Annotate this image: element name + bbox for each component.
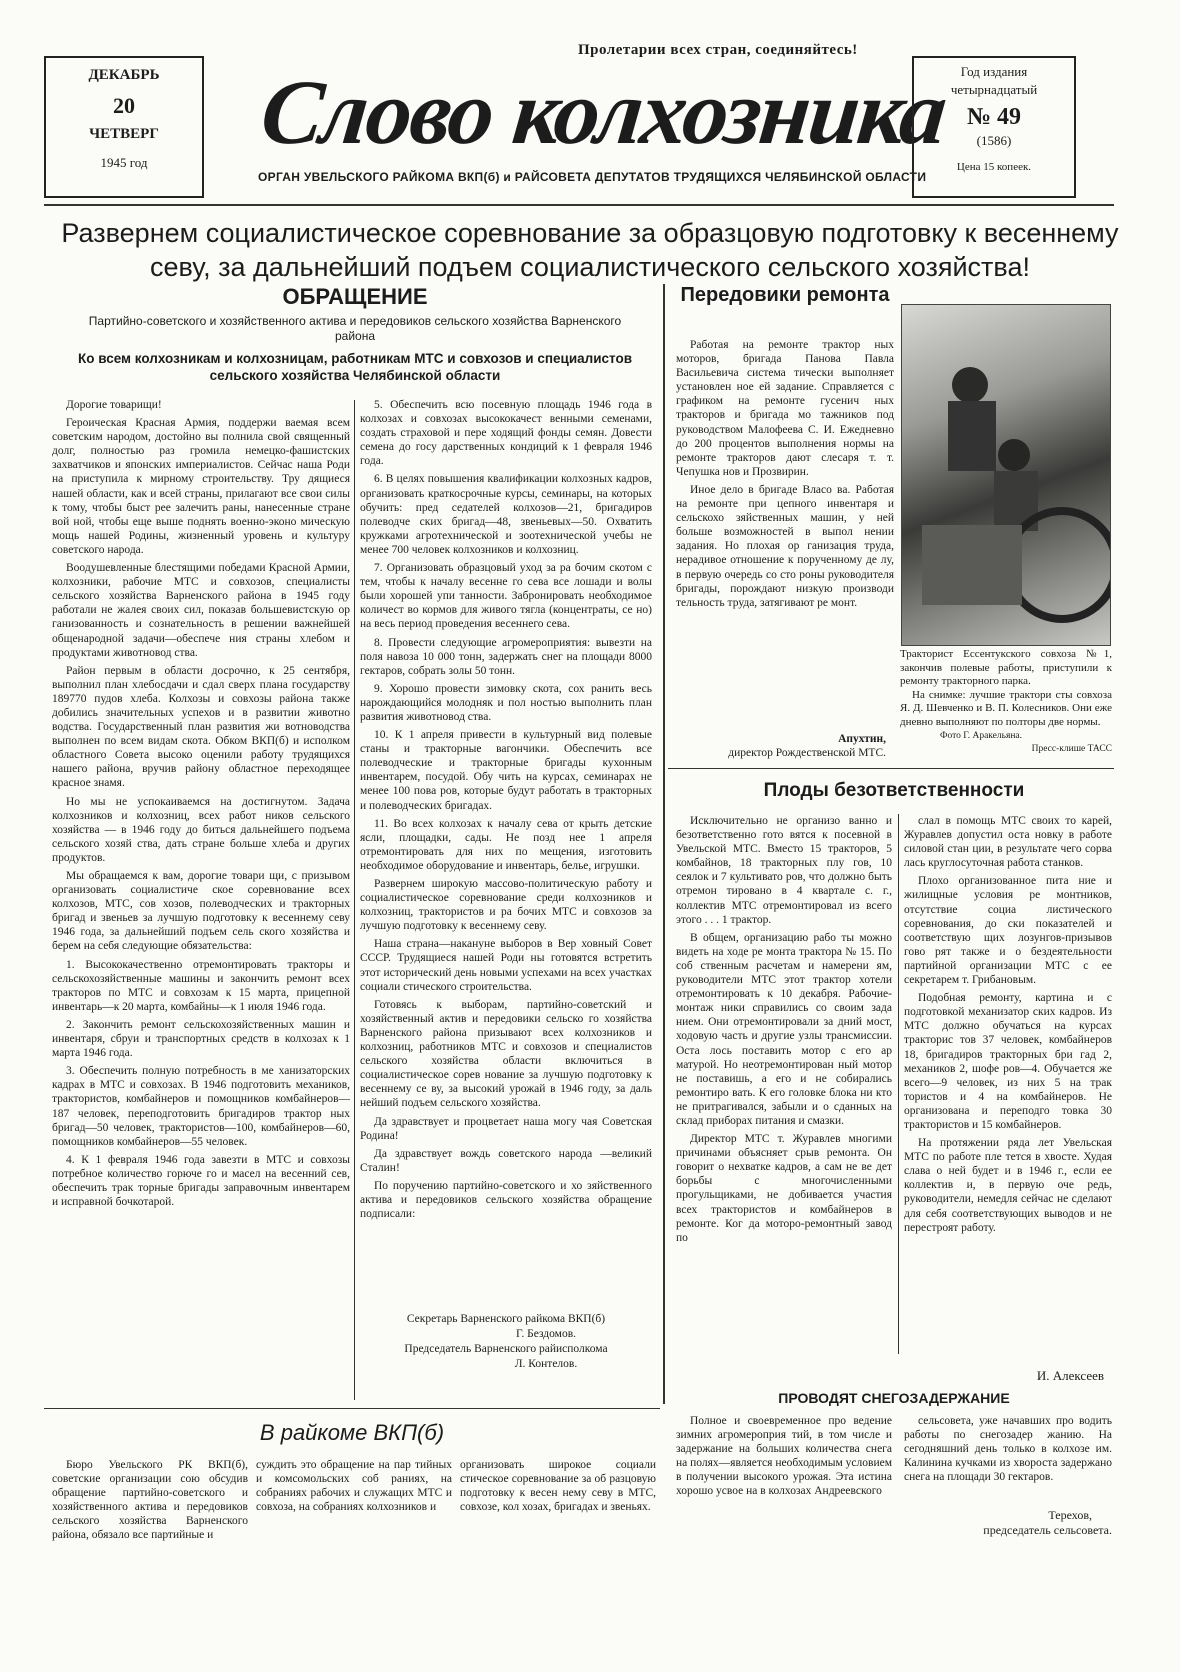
- date-year: 1945 год: [100, 155, 148, 170]
- paragraph: 8. Провести следующие агромероприятия: вывезти на поля навоза 10 000 тонн, задержать снег на площади 8000 гектаров, собрать золы 50 тонн.: [360, 636, 652, 677]
- date-weekday: ЧЕТВЕРГ: [89, 126, 159, 142]
- paragraph: 3. Обеспечить полную потребность в ме ханизаторских кадрах в МТС и совхозах. В 1946 подготовить механиков, трактористов, комбайнеров и помощников комбайнеров—187 человек, переподготовить бригадиров трактор ных бригад—50 человек, трактористов—100, комбайнеров—60, помощников комбайнеров—55 человек.: [52, 1065, 350, 1148]
- issue-box: [912, 56, 1076, 198]
- paragraph: Но мы не успокаиваемся на достигнутом. Задача колхозников и колхозниц, всех работ ников сельского хозяйства — в 1946 году до биться дальнейшего подъема сельского хозяй ства, дать стране больше хлеба и других продуктов.: [52, 795, 350, 864]
- section-rule: [44, 1408, 660, 1409]
- page-headline: Развернем социалистическое соревнование за образцовую подготовку к весеннему севу, за дальнейший подъем социалистического сельского хозяйства!: [61, 218, 1119, 282]
- paragraph: Развернем широкую массово-политическую работу и социалистическое соревнование среди колхозников и колхозниц, трактористов и ра бочих МТС и совхозов за лучшую подготовку к весеннему севу.: [360, 878, 652, 933]
- date-month: ДЕКАБРЬ: [88, 67, 160, 83]
- paragraph: сельсовета, уже начавших про водить работы по снегозадер жанию. На сегодняшний день только в колхозе им. Калинина кучками из хвороста задержано снега на площади 30 гектаров.: [904, 1415, 1112, 1484]
- paragraph: слал в помощь МТС своих то карей, Журавлев допустил оста новку в работе силовой стан ции, в результате чего сорва лась круглосуточная работа станков.: [904, 815, 1112, 870]
- column-rule: [898, 814, 899, 1354]
- paragraph: Героическая Красная Армия, поддержи ваемая всем советским народом, достойно вы полнила свой священный долг, полностью раз громила немецко-фашистских захватчиков и японских империалистов. Сейчас наша Роди на приступила к мирному строительству. Тру дящиеся нашей области, как и всей страны, прилагают все свои силы к тому, чтобы быст рее залечить раны, нанесенные стране вой ной, чтобы еще выше поднять военно-эконо мическую мощь нашей Родины, жизненный уровень и культуру советского народа.: [52, 417, 350, 556]
- appeal-subtitle: Партийно-советского и хозяйственного актива и передовиков сельского хозяйства Варненского района: [88, 314, 622, 343]
- appeal-title: ОБРАЩЕНИЕ: [282, 284, 428, 309]
- issue-serial: (1586): [976, 133, 1012, 148]
- snow-title: ПРОВОДЯТ СНЕГОЗАДЕРЖАНИЕ: [778, 1390, 1010, 1406]
- signature-role: директор Рождественской МТС.: [728, 747, 886, 759]
- issue-number: № 49: [966, 104, 1022, 130]
- paragraph: Исключительно не организо ванно и безответственно гото вятся к посевной в Увельской МТС. Вместо 15 тракторов, 5 комбайнов, 18 тракторных плу гов, 10 сеялок и 7 культивато ров, что должно быть отремон тировано в 4 квартале с. г., коллектив МТС отремонтировал из всего этого . . . 1 трактор.: [676, 815, 892, 926]
- raikom-column-1: [52, 1458, 248, 1558]
- paragraph: 5. Обеспечить всю посевную площадь 1946 года в колхозах и совхозах высококачест венными семенами, создать страховой и пере ходящий фонды семян. Довести семена до госу дарственных кондиций к 1 февраля 1946 года.: [360, 399, 652, 468]
- paragraph: Наша страна—накануне выборов в Вер ховный Совет СССР. Трудящиеся нашей Роди ны готовятся встретить этот исторический день новыми успехами на всех участках социали стического строительства.: [360, 938, 652, 993]
- paragraph: Директор МТС т. Журавлев многими причинами объясняет срыв ремонта. Он говорит о нехватке кадров, а сам не ве дет борьбы с многочисленными прогульщиками, не добивается участия всех трактористов и комбайнеров в ремонте. Ког да моторо-ремонтный завод по: [676, 1133, 892, 1244]
- caption-text: На снимке: лучшие трактори сты совхоза Я. Д. Шевченко и В. П. Колесников. Они еже дневно выполняют по полторы две нормы.: [900, 688, 1112, 728]
- paragraph: Бюро Увельского РК ВКП(б), советские организации сою обсудив обращение партийно-советского и хозяйственного актива и передовиков сельского хозяйства Варненского района, обязало все партийные и: [52, 1459, 248, 1542]
- fruits-column-2: [904, 814, 1112, 1354]
- date-day: 20: [113, 93, 135, 118]
- fruits-column-1: [676, 814, 892, 1374]
- appeal-signatures: [360, 1312, 652, 1372]
- slogan: Пролетарии всех стран, соединяйтесь!: [578, 42, 858, 58]
- signature-name: Апухтин,: [838, 733, 886, 745]
- paragraph: 1. Высококачественно отремонтировать тракторы и сельскохозяйственные машины и закончить ремонт всех тракторов по МТС и совхозам к 15 марта, прицепной инвентарь—к 20 марта, комбайны—к 1 июля 1946 года.: [52, 958, 350, 1013]
- paragraph: 11. Во всех колхозах к началу сева от крыть детские ясли, площадки, сады. Не позд нее 1 апреля отремонтировать для них по мещения, изготовить необходимое оборудование и инвентарь, белье, игрушки.: [360, 817, 652, 872]
- paragraph: 6. В целях повышения квалификации колхозных кадров, организовать краткосрочные курсы, семинары, на которых обучить: пред седателей колхозов—21, бригадиров полеводче ских бригад—48, звеньевых—50. Охватить кружками агротехнической и зоотехнической учебы не менее 700 человек колхозников и колхозниц.: [360, 473, 652, 556]
- fruits-title: Плоды безответственности: [763, 780, 1025, 801]
- paragraph: суждить это обращение на пар тийных и комсомольских соб раниях, на собраниях рабочих и служащих МТС и совхоза, на собраниях колхозников и: [256, 1459, 452, 1514]
- signature-name: Терехов,: [1048, 1508, 1092, 1522]
- snow-signature: [904, 1508, 1112, 1538]
- signature-role: Председатель Варненского райисполкома: [404, 1343, 608, 1355]
- paragraph: Плохо организованное пита ние и жилищные условия ре монтников, отсутствие социа листического соревнования, до ски показателей и соответствую щих лозунгов-призывов гово рят также и о бездеятельности партийной организации МТС с ее секретарем т. Грибановым.: [904, 875, 1112, 987]
- snow-column-1: [676, 1414, 892, 1564]
- snow-column-2: [904, 1414, 1112, 1504]
- paragraph: Район первым в области досрочно, к 25 сентября, выполнил план хлебосдачи и сдал сверх плана государству 189770 пудов хлеба. Колхозы и совхозы района также добились значительных успехов и в развитии животно водства. Государственный план развития жи вотноводства выполнен по всем видам скота. Обком ВКП(б) и исполком областного Совета высоко оценили работу трудящихся нашего района, вручив району областное переходящее красное знамя.: [52, 664, 350, 790]
- paragraph: Иное дело в бригаде Власо ва. Работая на ремонте при цепного инвентаря и сельскохо зяйственных машин, у ней больше возможностей в выпол нении задания. Но плохая ор ганизация труда, нерадивое отношение к порученному де лу, в первую очередь со сто роны руководителя бригады, порождают низкую производи тельность труда, затягивают ре монт.: [676, 483, 894, 609]
- paragraph: На протяжении ряда лет Увельская МТС по работе пле тется в хвосте. Худая слава о ней будет и в 1946 г., если ее коллектив и, в первую оче редь, руководители, немедля сейчас не сделают для себя соответствующих выводов и не перестроят работу.: [904, 1137, 1112, 1234]
- appeal-column-2: [360, 398, 652, 1298]
- photo-agency: Пресс-клише ТАСС: [1031, 744, 1112, 755]
- photo-caption: [900, 648, 1112, 757]
- paragraph: 9. Хорошо провести зимовку скота, сох ранить весь нарождающийся молодняк и пол ностью выполнить план развития животновод ства.: [360, 682, 652, 723]
- paragraph: Полное и своевременное про ведение зимних агромероприя тий, в том числе и задержание на больших количества снега на полях—является необходимым условием в получении высокого урожая. Эта истина хорошо усвое на в колхозах Андреевского: [676, 1415, 892, 1498]
- tractor-repair-photo: [901, 304, 1111, 646]
- paragraph: 4. К 1 февраля 1946 года завезти в МТС и совхозы потребное количество горюче го и масел на весенний сев, обеспечить трак торные бригады заправочным инвентарем и исправной бочкотарой.: [52, 1153, 350, 1209]
- signature-role: Секретарь Варненского райкома ВКП(б): [406, 1313, 606, 1325]
- repair-title: Передовики ремонта: [680, 284, 890, 306]
- paragraph: Мы обращаемся к вам, дорогие товари щи, с призывом организовать социалистиче ское соревнование всех колхозов, МТС, сов хозов, полеводческих и тракторных бригад и звеньев за лучшую подготовку к весеннему севу 1946 года, за дальнейший подъем сель ского хозяйства и берем на себя следующие обязательства:: [52, 870, 350, 953]
- paragraph: Воодушевленные блестящими победами Красной Армии, колхозники, рабочие МТС и совхозов, специалисты сельского хозяйства Варненского района в 1945 году работали не жалея своих сил, показав большевистскую ор ганизованность и сознательность в решении важнейшей общенародной задачи—обеспече ния страны хлебом и продуктами животновод ства.: [52, 562, 350, 659]
- repair-column: [676, 338, 894, 728]
- paragraph: 7. Организовать образцовый уход за ра бочим скотом с тем, чтобы к началу весенне го сева все лошади и волы были хорошей упи танности. Забронировать необходимое количест во кормов для живого тягла (концентраты, се но) на весь период проведения весеннего сева.: [360, 562, 652, 631]
- signature-name: Л. Контелов.: [514, 1358, 578, 1370]
- raikom-column-3: [460, 1458, 656, 1558]
- paragraph: 2. Закончить ремонт сельскохозяйственных машин и инвентаря, сбруи и транспортных средств в колхозах к 1 марта 1946 года.: [52, 1018, 350, 1060]
- photo-illustration: [902, 305, 1110, 645]
- paragraph: 10. К 1 апреля привести в культурный вид полевые станы и тракторные вагончики. Обеспечить все полеводческие и тракторные бригады кухонным инвентарем, посудой. Обу чить на курсах, семинарах не менее 100 пова ров, которые будут работать в тракторных и полеводческих бригадах.: [360, 729, 652, 812]
- issue-year-value: четырнадцатый: [950, 82, 1038, 97]
- paragraph: По поручению партийно-советского и хо зяйственного актива и передовиков сельского хозяйства обращение подписали:: [360, 1179, 652, 1221]
- masthead-rule: [44, 204, 1114, 206]
- paragraph: Дорогие товарищи!: [66, 399, 162, 411]
- repair-signature: [676, 732, 886, 760]
- paragraph: Да здравствует вождь советского народа —великий Сталин!: [360, 1147, 652, 1174]
- column-rule: [354, 400, 355, 1400]
- paragraph: Подобная ремонту, картина и с подготовкой механизатор ских кадров. Из МТС должно обучаться на курсах тракторис тов 37 человек, комбайнеров 18, бригадиров тракторных бри гад 2, механиков 2, шофе ров—4. Обучается же всего—9 человек, из них 5 на трак тористов и 4 на комбайнеров. Не организована и переподго товка 30 трактористов и 15 комбайнеров.: [904, 992, 1112, 1131]
- issue-price: Цена 15 копеек.: [956, 161, 1032, 173]
- fruits-signature: И. Алексеев: [1036, 1368, 1104, 1383]
- date-box: [44, 56, 204, 198]
- paragraph: организовать широкое социали стическое соревнование за об разцовую подготовку к весен нему севу в МТС, совхозе, кол хозах, бригадах и звеньях.: [460, 1459, 656, 1514]
- signature-name: Г. Бездомов.: [516, 1328, 576, 1340]
- photo-credit: Фото Г. Аракельяна.: [940, 730, 1022, 741]
- newspaper-title: Слово колхозника: [256, 61, 950, 163]
- caption-text: Тракторист Ессентукского совхоза №1, закончив полевые работы, приступили к ремонту тракторного парка.: [900, 648, 1112, 688]
- signature-role: председатель сельсовета.: [983, 1523, 1112, 1537]
- raikom-title: В райкоме ВКП(б): [259, 1420, 445, 1445]
- issue-year-label: Год издания: [960, 64, 1028, 79]
- paragraph: Да здравствует и процветает наша могу чая Советская Родина!: [360, 1115, 652, 1142]
- raikom-column-2: [256, 1458, 452, 1558]
- newspaper-subtitle: ОРГАН УВЕЛЬСКОГО РАЙКОМА ВКП(б) и РАЙСОВЕТА ДЕПУТАТОВ ТРУДЯЩИХСЯ ЧЕЛЯБИНСКОЙ ОБЛАСТИ: [258, 170, 927, 184]
- column-rule: [663, 284, 665, 1404]
- paragraph: Готовясь к выборам, партийно-советский и хозяйственный актив и передовики сельско го хозяйства Варненского района призывают всех колхозников и колхозниц, работников МТС и совхозов и специалистов сельского хозяйства области включиться в социалистическое сорев нование за лучшую подготовку к весеннему се ву, за высокий урожай в 1946 году, за даль нейший подъем сельского хозяйства.: [360, 998, 652, 1110]
- appeal-column-1: [52, 398, 350, 1438]
- section-rule: [668, 768, 1114, 769]
- paragraph: В общем, организацию рабо ты можно видеть на ходе ре монта трактора № 15. По соб ственным расчетам и намерени ям, руководители МТС этот трактор хотели отремонтировать к 10 декабря. Рабочие-монтаж ники справились со своим зада нием. Они отремонтировали за дний мост, ходовую часть и другие узлы трансмиссии. Оста лось поставить мотор с его ар матурой. Но неотремонтирован ный мотор не поставишь, а его и не собирались ремонтиро вать. К его головке блока ни кто не притрагивался, забыли и о сданных на склад приборах питания и смазки.: [676, 931, 892, 1127]
- appeal-addressee: Ко всем колхозникам и колхозницам, работникам МТС и совхозов и специалистов сельского хозяйства Челябинской области: [78, 351, 632, 383]
- paragraph: Работая на ремонте трактор ных моторов, бригада Панова Павла Васильевича система тически выполняет установлен ное ей задание. Справляется с графиком на ремонте гусенич ных тракторов и бригада мо тажников под руководством Малофеева С. И. Ежедневно до 200 процентов выполнения нормы на ремонте тракторов дают слесаря т. т. Чепушка нов и Прозвирин.: [676, 339, 894, 478]
